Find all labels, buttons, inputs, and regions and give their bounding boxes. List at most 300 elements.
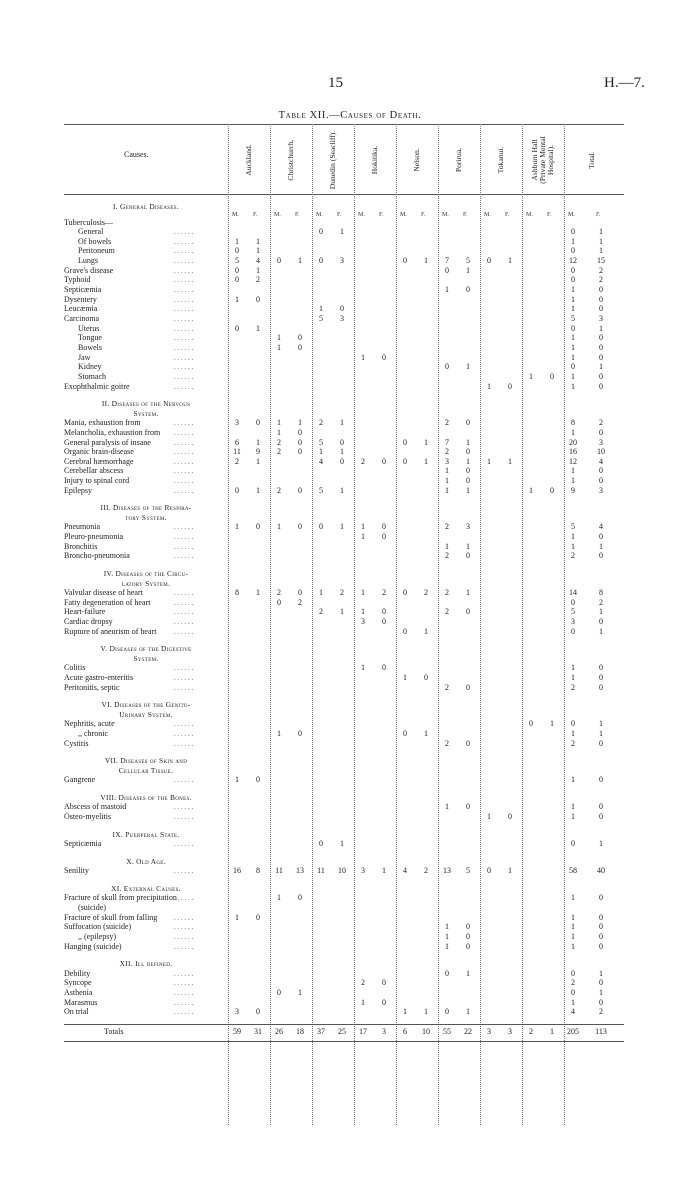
female-header: F. <box>505 211 510 218</box>
male-cell: 6 <box>235 437 239 447</box>
male-cell: 5 <box>319 485 323 495</box>
male-cell: 0 <box>319 522 323 532</box>
female-cell: 1 <box>599 236 603 246</box>
male-cell: 1 <box>445 802 449 812</box>
male-cell: 2 <box>445 418 449 428</box>
female-cell: 1 <box>424 437 428 447</box>
leader-dots: . . . . . . <box>174 276 194 285</box>
male-cell: 1 <box>571 663 575 673</box>
male-header: M. <box>442 211 449 218</box>
row-label: Fracture of skull from precipitation <box>64 893 177 903</box>
male-cell: 1 <box>319 447 323 457</box>
row-label: Exophthalmic goitre <box>64 381 130 391</box>
leader-dots: . . . . . . <box>174 664 194 673</box>
male-cell: 2 <box>445 738 449 748</box>
female-cell: 2 <box>599 418 603 428</box>
leader-dots: . . . . . . <box>174 523 194 532</box>
leader-dots: . . . . . . <box>174 673 194 682</box>
table-row <box>64 866 624 876</box>
row-label: (suicide) <box>78 903 106 913</box>
table-row <box>64 418 624 428</box>
male-header: M. <box>400 211 407 218</box>
row-label: Colitis <box>64 663 86 673</box>
female-cell: 1 <box>424 626 428 636</box>
row-label: Cerebellar abscess <box>64 466 124 476</box>
male-cell: 0 <box>571 227 575 237</box>
female-cell: 0 <box>599 893 603 903</box>
female-cell: 10 <box>597 447 605 457</box>
male-cell: 0 <box>571 265 575 275</box>
row-label: Hanging (suicide) <box>64 941 122 951</box>
female-cell: 8 <box>599 588 603 597</box>
row-label: Acute gastro-enteritis <box>64 672 134 682</box>
female-cell: 0 <box>599 802 603 812</box>
female-cell: 5 <box>466 256 470 266</box>
female-cell: 1 <box>466 362 470 372</box>
female-cell: 1 <box>340 227 344 237</box>
male-cell: 1 <box>277 728 281 738</box>
row-label: ,, (epilepsy) <box>78 932 116 941</box>
leader-dots: . . . . . . <box>174 617 194 626</box>
table-row <box>64 522 624 532</box>
section-title: XII. Ill defined. <box>119 959 173 969</box>
female-cell: 0 <box>599 285 603 295</box>
totals-label: Totals <box>104 1027 124 1037</box>
column-header: Christchurch. <box>286 139 295 181</box>
section-title: latory System. <box>121 578 171 588</box>
female-cell: 0 <box>466 476 470 486</box>
female-cell: 0 <box>466 682 470 692</box>
row-label: Cystitis <box>64 738 89 748</box>
leader-dots: . . . . . . <box>174 363 194 372</box>
female-cell: 0 <box>599 532 603 542</box>
female-cell: 0 <box>466 738 470 748</box>
leader-dots: . . . . . . <box>174 923 194 932</box>
row-label: Syncope <box>64 978 92 988</box>
male-cell: 2 <box>445 607 449 617</box>
table-row <box>64 969 624 979</box>
leader-dots: . . . . . . <box>174 989 194 998</box>
female-cell: 0 <box>382 663 386 673</box>
male-cell: 2 <box>319 607 323 617</box>
row-label: Cerebral hæmorrhage <box>64 456 134 466</box>
female-cell: 1 <box>424 1007 428 1017</box>
female-cell: 1 <box>508 456 512 466</box>
male-cell: 0 <box>445 362 449 372</box>
female-cell: 0 <box>599 381 603 391</box>
female-cell: 0 <box>599 616 603 626</box>
male-cell: 2 <box>361 456 365 466</box>
table-row <box>64 227 624 237</box>
male-cell: 1 <box>361 532 365 542</box>
male-cell: 0 <box>319 839 323 849</box>
male-header: M. <box>568 211 575 218</box>
male-cell: 1 <box>445 541 449 551</box>
total-female-cell: 3 <box>382 1027 386 1037</box>
female-cell: 0 <box>599 775 603 785</box>
row-label: Cardiac dropsy <box>64 616 113 626</box>
female-cell: 1 <box>256 246 260 256</box>
male-cell: 0 <box>571 626 575 636</box>
section-title: I. General Diseases. <box>113 202 179 211</box>
section-title: XI. External Causes. <box>111 883 181 893</box>
male-cell: 0 <box>445 265 449 275</box>
row-label: General paralysis of insane <box>64 437 151 447</box>
section-title: VIII. Diseases of the Bones. <box>100 792 192 802</box>
leader-dots: . . . . . . <box>174 867 194 876</box>
male-cell: 2 <box>571 738 575 748</box>
leader-dots: . . . . . . <box>174 305 194 314</box>
row-label: Fracture of skull from falling <box>64 912 158 922</box>
male-cell: 1 <box>487 381 491 391</box>
table-row <box>64 438 624 448</box>
male-cell: 3 <box>571 616 575 626</box>
female-cell: 1 <box>424 728 428 738</box>
leader-dots: . . . . . . <box>174 1008 194 1017</box>
female-cell: 1 <box>599 227 603 237</box>
table-row <box>64 551 624 561</box>
row-label: Septicæmia <box>64 839 102 849</box>
row-label: Debility <box>64 968 91 978</box>
male-cell: 1 <box>571 672 575 682</box>
female-cell: 0 <box>256 1007 260 1017</box>
female-cell: 0 <box>550 485 554 495</box>
row-label: Broncho-pneumonia <box>64 551 130 561</box>
column-header: Nelson. <box>412 148 421 172</box>
male-cell: 0 <box>571 719 575 729</box>
male-cell: 58 <box>569 866 577 876</box>
female-cell: 3 <box>599 485 603 495</box>
row-label: Typhoid <box>64 275 91 285</box>
female-cell: 1 <box>340 839 344 849</box>
female-cell: 1 <box>340 447 344 457</box>
male-cell: 1 <box>445 932 449 941</box>
leader-dots: . . . . . . <box>174 324 194 333</box>
female-header: F. <box>421 211 426 218</box>
female-cell: 0 <box>298 893 302 903</box>
female-cell: 0 <box>599 476 603 486</box>
total-male-cell: 3 <box>487 1027 491 1037</box>
table-row <box>64 457 624 467</box>
female-cell: 0 <box>340 437 344 447</box>
male-cell: 7 <box>445 256 449 266</box>
female-cell: 0 <box>424 672 428 682</box>
female-cell: 8 <box>256 866 260 876</box>
leader-dots: . . . . . . <box>174 257 194 266</box>
row-label: Jaw <box>78 352 91 362</box>
total-male-cell: 17 <box>359 1027 367 1037</box>
male-cell: 1 <box>529 371 533 381</box>
male-header: M. <box>358 211 365 218</box>
female-cell: 0 <box>599 682 603 692</box>
row-label: Bowels <box>78 342 102 352</box>
male-cell: 1 <box>235 294 239 304</box>
table-row <box>64 295 624 305</box>
female-cell: 0 <box>599 811 603 821</box>
male-cell: 3 <box>235 418 239 428</box>
table-row <box>64 532 624 542</box>
male-cell: 1 <box>571 304 575 314</box>
leader-dots: . . . . . . <box>174 627 194 636</box>
male-cell: 1 <box>571 427 575 437</box>
row-label: Dysentery <box>64 294 97 304</box>
row-label: Abscess of mastoid <box>64 802 127 812</box>
female-cell: 0 <box>550 371 554 381</box>
female-cell: 0 <box>599 932 603 941</box>
total-male-cell: 6 <box>403 1027 407 1037</box>
male-cell: 1 <box>319 588 323 597</box>
leader-dots: . . . . . . <box>174 979 194 988</box>
female-header: F. <box>337 211 342 218</box>
row-label: Septicæmia <box>64 285 102 295</box>
male-cell: 2 <box>277 447 281 457</box>
male-cell: 1 <box>445 941 449 951</box>
leader-dots: . . . . . . <box>174 998 194 1007</box>
total-male-cell: 37 <box>317 1027 325 1037</box>
female-cell: 2 <box>599 265 603 275</box>
female-header: F. <box>295 211 300 218</box>
table-row <box>64 802 624 812</box>
leader-dots: . . . . . . <box>174 467 194 476</box>
leader-dots: . . . . . . <box>174 969 194 978</box>
leader-dots: . . . . . . <box>174 720 194 729</box>
female-cell: 1 <box>256 437 260 447</box>
male-cell: 5 <box>319 437 323 447</box>
male-cell: 1 <box>361 997 365 1007</box>
male-cell: 20 <box>569 437 577 447</box>
table-row <box>64 333 624 343</box>
male-cell: 1 <box>571 912 575 922</box>
male-cell: 2 <box>319 418 323 428</box>
female-cell: 1 <box>599 719 603 729</box>
male-cell: 2 <box>445 551 449 561</box>
row-label: Marasmus <box>64 997 98 1007</box>
female-cell: 0 <box>599 738 603 748</box>
male-cell: 0 <box>277 256 281 266</box>
table-row <box>64 942 624 952</box>
leader-dots: . . . . . . <box>174 913 194 922</box>
male-cell: 0 <box>571 839 575 849</box>
table-row <box>64 324 624 334</box>
table-row <box>64 812 624 822</box>
leader-dots: . . . . . . <box>174 457 194 466</box>
female-cell: 1 <box>256 485 260 495</box>
table-row <box>64 673 624 683</box>
male-cell: 2 <box>277 588 281 597</box>
page-number: 15 <box>328 75 343 91</box>
female-cell: 1 <box>466 541 470 551</box>
female-cell: 1 <box>599 728 603 738</box>
female-cell: 0 <box>382 352 386 362</box>
male-cell: 0 <box>403 456 407 466</box>
section-title: IX. Puerperal State. <box>112 829 180 839</box>
male-cell: 1 <box>445 476 449 486</box>
female-cell: 0 <box>340 304 344 314</box>
female-cell: 0 <box>508 381 512 391</box>
document-reference: H.—7. <box>604 75 645 91</box>
table-row <box>64 362 624 372</box>
male-cell: 2 <box>445 682 449 692</box>
section-title: tory System. <box>125 512 167 522</box>
table-row <box>64 486 624 496</box>
female-cell: 3 <box>599 437 603 447</box>
leader-dots: . . . . . . <box>174 295 194 304</box>
female-cell: 0 <box>466 466 470 476</box>
female-cell: 1 <box>340 607 344 617</box>
total-female-cell: 10 <box>422 1027 430 1037</box>
female-cell: 0 <box>466 922 470 932</box>
section-title: System. <box>133 653 159 663</box>
male-cell: 1 <box>571 775 575 785</box>
male-cell: 1 <box>571 371 575 381</box>
female-cell: 0 <box>298 427 302 437</box>
male-cell: 16 <box>233 866 241 876</box>
female-cell: 0 <box>599 672 603 682</box>
female-header: F. <box>379 211 384 218</box>
male-cell: 1 <box>445 285 449 295</box>
leader-dots: . . . . . . <box>174 247 194 256</box>
row-label: Melancholia, exhaustion from <box>64 427 161 437</box>
female-cell: 0 <box>256 912 260 922</box>
row-label: Carcinoma <box>64 314 100 323</box>
table-top-rule <box>64 124 624 125</box>
male-cell: 0 <box>445 968 449 978</box>
male-cell: 1 <box>277 522 281 532</box>
male-cell: 1 <box>277 333 281 343</box>
total-female-cell: 1 <box>550 1027 554 1037</box>
table-row <box>64 739 624 749</box>
male-cell: 1 <box>277 418 281 428</box>
female-cell: 1 <box>340 485 344 495</box>
table-row <box>64 428 624 438</box>
leader-dots: . . . . . . <box>174 372 194 381</box>
female-cell: 1 <box>424 456 428 466</box>
female-cell: 0 <box>382 532 386 542</box>
table-row <box>64 275 624 285</box>
female-cell: 1 <box>599 839 603 849</box>
table-row <box>64 913 624 923</box>
section-title: VII. Diseases of Skin and <box>104 756 188 766</box>
male-cell: 1 <box>571 811 575 821</box>
leader-dots: . . . . . . <box>174 228 194 237</box>
total-male-cell: 205 <box>567 1027 579 1037</box>
male-cell: 2 <box>361 978 365 988</box>
female-cell: 0 <box>466 941 470 951</box>
male-cell: 1 <box>571 932 575 941</box>
male-cell: 0 <box>235 265 239 275</box>
leader-dots: . . . . . . <box>174 315 194 323</box>
male-cell: 2 <box>445 447 449 457</box>
female-cell: 1 <box>599 541 603 551</box>
female-cell: 2 <box>424 588 428 597</box>
male-cell: 16 <box>569 447 577 457</box>
male-cell: 1 <box>277 342 281 352</box>
female-cell: 0 <box>599 294 603 304</box>
table-row <box>64 447 624 457</box>
female-header: F. <box>547 211 552 218</box>
female-cell: 1 <box>599 968 603 978</box>
male-cell: 2 <box>235 456 239 466</box>
table-row <box>64 922 624 932</box>
male-cell: 3 <box>361 866 365 876</box>
female-cell: 0 <box>599 941 603 951</box>
male-cell: 1 <box>445 485 449 495</box>
male-cell: 1 <box>571 381 575 391</box>
male-cell: 1 <box>235 522 239 532</box>
table-row <box>64 893 624 903</box>
causes-of-death-table <box>64 124 624 1125</box>
male-cell: 0 <box>403 437 407 447</box>
row-label: On trial <box>64 1007 89 1017</box>
male-cell: 1 <box>571 352 575 362</box>
female-cell: 0 <box>599 922 603 932</box>
female-cell: 0 <box>382 607 386 617</box>
female-cell: 1 <box>599 246 603 256</box>
leader-dots: . . . . . . <box>174 942 194 951</box>
female-cell: 1 <box>256 265 260 275</box>
table-bottom-rule <box>64 1041 624 1042</box>
female-cell: 0 <box>599 912 603 922</box>
row-label: Asthenia <box>64 988 93 998</box>
male-cell: 7 <box>445 437 449 447</box>
male-header: M. <box>526 211 533 218</box>
table-row <box>64 218 624 228</box>
male-cell: 1 <box>361 663 365 673</box>
female-cell: 1 <box>466 437 470 447</box>
total-male-cell: 26 <box>275 1027 283 1037</box>
leader-dots: . . . . . . <box>174 933 194 941</box>
female-cell: 5 <box>466 866 470 876</box>
table-row <box>64 932 624 942</box>
male-cell: 0 <box>571 968 575 978</box>
table-row <box>64 343 624 353</box>
row-label: ,, chronic <box>78 728 108 738</box>
section-title: Cellular Tissue. <box>118 765 174 775</box>
female-cell: 40 <box>597 866 605 876</box>
male-cell: 1 <box>277 893 281 903</box>
male-cell: 1 <box>277 427 281 437</box>
male-cell: 11 <box>275 866 283 876</box>
table-row <box>64 314 624 324</box>
male-cell: 1 <box>361 352 365 362</box>
table-row <box>64 285 624 295</box>
female-cell: 3 <box>466 522 470 532</box>
female-header: F. <box>596 211 601 218</box>
section-title: IV. Diseases of the Circu- <box>103 569 189 578</box>
female-cell: 0 <box>466 447 470 457</box>
table-row <box>64 304 624 314</box>
leader-dots: . . . . . . <box>174 343 194 352</box>
female-cell: 2 <box>382 588 386 597</box>
totals-top-rule <box>64 1024 624 1025</box>
male-cell: 0 <box>571 988 575 998</box>
male-cell: 5 <box>319 314 323 323</box>
male-cell: 8 <box>235 588 239 597</box>
male-cell: 0 <box>277 597 281 607</box>
female-cell: 1 <box>599 626 603 636</box>
table-row <box>64 466 624 476</box>
female-cell: 0 <box>298 333 302 343</box>
female-cell: 0 <box>599 978 603 988</box>
total-female-cell: 31 <box>254 1027 262 1037</box>
female-cell: 3 <box>340 314 344 323</box>
row-label: Lungs <box>78 256 98 266</box>
female-cell: 0 <box>466 607 470 617</box>
male-cell: 1 <box>571 997 575 1007</box>
female-cell: 0 <box>382 997 386 1007</box>
female-cell: 0 <box>466 932 470 941</box>
leader-dots: . . . . . . <box>174 803 194 812</box>
